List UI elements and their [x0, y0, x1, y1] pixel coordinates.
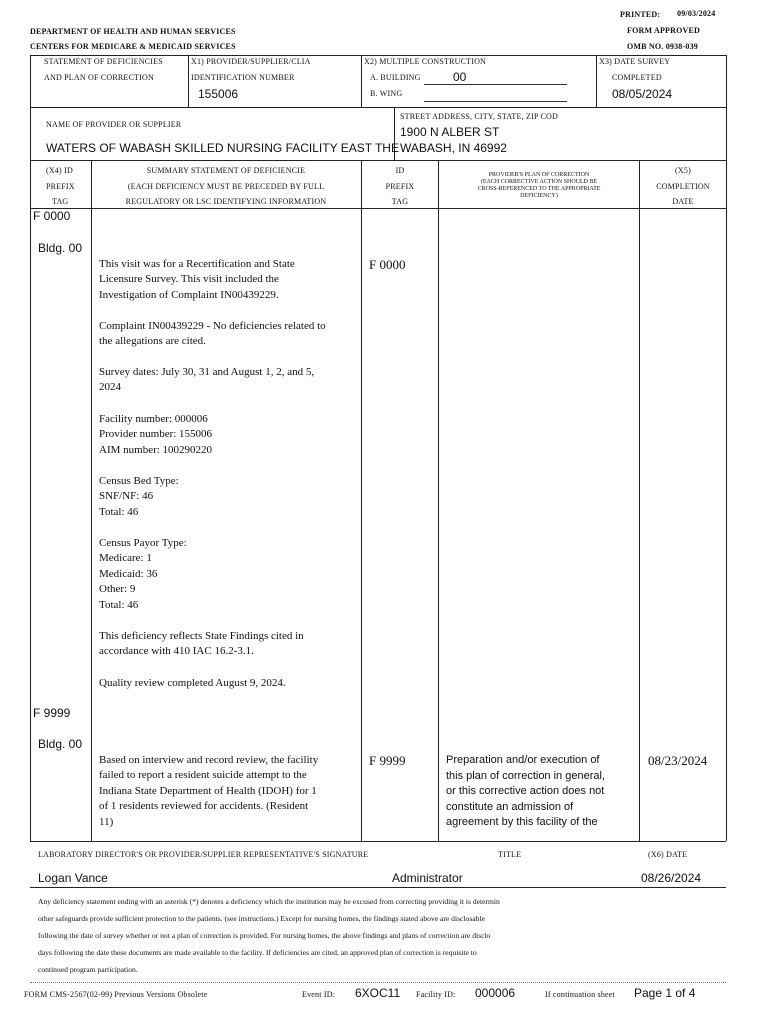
plan-header: PROVIDER'S PLAN OF CORRECTION (EACH CORRECTIVE ACTION SHOULD BE CROSS-REFERENCED TO THE APPROPRIATE DEFICIENCY)	[477, 172, 601, 199]
dept-line: DEPARTMENT OF HEALTH AND HUMAN SERVICES	[30, 27, 236, 36]
continuation-label: If continuation sheet	[545, 990, 615, 999]
statement-label: STATEMENT OF DEFICIENCIES	[44, 57, 163, 66]
x4-header-1: (X4) ID	[46, 166, 73, 175]
omb-number: OMB NO. 0938-039	[627, 42, 698, 51]
summary-paragraph: Census Bed Type: SNF/NF: 46 Total: 46	[99, 475, 179, 518]
f9999-completion-date: 08/23/2024	[648, 753, 708, 768]
page-number: Page 1 of 4	[634, 986, 696, 1000]
id-header-2: PREFIX	[385, 182, 415, 191]
address-line1: 1900 N ALBER ST	[400, 125, 500, 139]
plan-of-correction-text: Preparation and/or execution of this plan of correction in general, or this corrective action does not constitute an admission of agreement by this facility of the	[446, 754, 605, 829]
event-id-label: Event ID:	[302, 990, 336, 999]
signature-date-label: (X6) DATE	[648, 850, 688, 859]
summary-paragraph: Facility number: 000006 Provider number: 155006 AIM number: 100290220	[99, 413, 213, 456]
wing-label: B. WING	[370, 89, 403, 98]
summary-header-3: REGULATORY OR LSC IDENTIFYING INFORMATION	[125, 197, 327, 206]
disclaimer: Any deficiency statement ending with an asterisk (*) denotes a deficiency which the institution may be excused from correcting providing it is determin other safeguards provide sufficient protection to the patients. (see instructions.) Except for nursing homes, the findings stated above are disclosable following the date of survey whether or not a plan of correction is provided. For nursing homes, the above findings and plans of correction are disclo days following the date these documents are made available to the facility. If deficiencies are cited, an approved plan of correction is requisite to continued program participation.	[38, 897, 500, 974]
id-header-3: TAG	[391, 197, 409, 206]
summary-paragraph: This visit was for a Recertification and State Licensure Survey. This visit included the Investigation of Complaint IN00439229.	[99, 258, 295, 301]
id-header-1: ID	[395, 166, 405, 175]
provider-name-label: NAME OF PROVIDER OR SUPPLIER	[46, 120, 182, 129]
x2-label: X2) MULTIPLE CONSTRUCTION	[364, 57, 487, 66]
provider-id: 155006	[198, 87, 239, 101]
signatory-title: Administrator	[392, 871, 463, 885]
form-number: FORM CMS-2567(02-99) Previous Versions Obsolete	[24, 990, 208, 999]
printed-label: PRINTED:	[620, 10, 661, 19]
x1-label2: IDENTIFICATION NUMBER	[191, 73, 295, 82]
title-label: TITLE	[498, 850, 522, 859]
x4-header-2: PREFIX	[46, 182, 75, 191]
address-label: STREET ADDRESS, CITY, STATE, ZIP COD	[400, 112, 558, 121]
summary-paragraph: This deficiency reflects State Findings cited in accordance with 410 IAC 16.2-3.1.	[99, 630, 304, 658]
plan-label: AND PLAN OF CORRECTION	[44, 73, 154, 82]
signature-label: LABORATORY DIRECTOR'S OR PROVIDER/SUPPLIER REPRESENTATIVE'S SIGNATURE	[38, 850, 369, 859]
cms-line: CENTERS FOR MEDICARE & MEDICAID SERVICES	[30, 42, 236, 51]
form-approved: FORM APPROVED	[627, 26, 701, 35]
signatory-name: Logan Vance	[38, 871, 108, 885]
signature-date: 08/26/2024	[641, 871, 702, 885]
x5-header-2: COMPLETION	[656, 182, 710, 191]
survey-date: 08/05/2024	[612, 87, 673, 101]
f9999-bldg: Bldg. 00	[38, 737, 83, 751]
f9999-tag: F 9999	[33, 706, 71, 720]
address-line2: WABASH, IN 46992	[400, 141, 507, 155]
x5-header-1: (X5)	[675, 166, 691, 175]
provider-name: WATERS OF WABASH SKILLED NURSING FACILITY EAST THE	[46, 141, 399, 155]
f0000-tag: F 0000	[33, 209, 71, 223]
summary-paragraph: Survey dates: July 30, 31 and August 1, 2, and 5, 2024	[99, 366, 315, 394]
summary-header-2: (EACH DEFICIENCY MUST BE PRECEDED BY FULL	[127, 182, 325, 191]
facility-id: 000006	[475, 986, 516, 1000]
summary-paragraph: Quality review completed August 9, 2024.	[99, 677, 286, 689]
printed-date: 09/03/2024	[677, 9, 716, 18]
building-value: 00	[453, 70, 467, 84]
summary-paragraph: Based on interview and record review, the facility failed to report a resident suicide attempt to the Indiana State Department of Health (IDOH) for 1 of 1 residents reviewed for accidents. (Resident 11)	[99, 754, 319, 828]
f0000-bldg: Bldg. 00	[38, 241, 83, 255]
x3-label: X3) DATE SURVEY	[599, 57, 671, 66]
x4-header-3: TAG	[52, 197, 69, 206]
x1-label: X1) PROVIDER/SUPPLIER/CLIA	[191, 57, 311, 66]
summary-paragraph: Complaint IN00439229 - No deficiencies related to the allegations are cited.	[99, 320, 326, 348]
x5-header-3: DATE	[672, 197, 694, 206]
x3-label2: COMPLETED	[612, 73, 662, 82]
building-label: A. BUILDING	[370, 73, 421, 82]
f9999-id-prefix: F 9999	[369, 753, 406, 768]
summary-header-1: SUMMARY STATEMENT OF DEFICIENCIE	[146, 166, 306, 175]
summary-paragraph: Census Payor Type: Medicare: 1 Medicaid: 36 Other: 9 Total: 46	[99, 537, 187, 611]
f0000-id-prefix: F 0000	[369, 257, 406, 272]
event-id: 6XOC11	[355, 986, 401, 1000]
facility-id-label: Facility ID:	[416, 990, 456, 999]
